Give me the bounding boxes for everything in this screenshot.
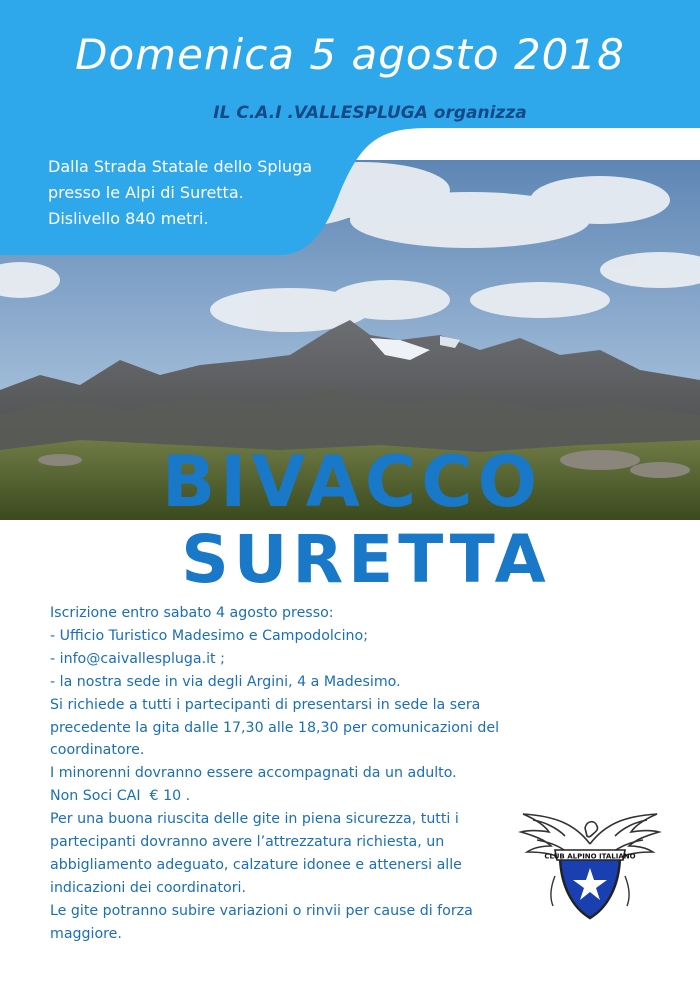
- info-line: Iscrizione entro sabato 4 agosto presso:: [50, 605, 334, 621]
- cai-logo: [515, 806, 665, 931]
- info-line: abbigliamento adeguato, calzature idonee e attenersi alle: [50, 856, 462, 873]
- info-line: maggiore.: [50, 925, 122, 942]
- info-line: Per una buona riuscita delle gite in piena sicurezza, tutti i: [50, 811, 459, 828]
- info-line: Le gite potranno subire variazioni o rinvii per cause di forza: [50, 902, 473, 919]
- event-date: Domenica 5 agosto 2018: [75, 30, 625, 79]
- info-line: - la nostra sede in via degli Argini, 4 a Madesimo.: [50, 673, 401, 690]
- info-line: partecipanti dovranno avere l’attrezzatura richiesta, un: [50, 834, 445, 851]
- info-line: coordinatore.: [50, 742, 145, 759]
- info-line: - info@caivallespluga.it ;: [50, 650, 225, 667]
- route-line: Dalla Strada Statale dello Spluga: [48, 157, 313, 176]
- route-line: Dislivello 840 metri.: [48, 209, 209, 228]
- organizer-line: IL C.A.I .VALLESPLUGA organizza: [213, 103, 527, 123]
- info-line: - Ufficio Turistico Madesimo e Campodolcino;: [50, 627, 369, 644]
- cai-logo-text: CLUB ALPINO ITALIANO: [544, 852, 636, 861]
- info-line: precedente la gita dalle 17,30 alle 18,30 per comunicazioni del: [50, 719, 500, 736]
- info-line: I minorenni dovranno essere accompagnati da un adulto.: [50, 765, 457, 782]
- info-line: Non Soci CAI € 10 .: [50, 788, 191, 805]
- title-bivacco: BIVACCO: [161, 441, 543, 523]
- info-text: [50, 602, 500, 946]
- title-suretta: SURETTA: [181, 521, 551, 598]
- route-info: [48, 154, 312, 232]
- route-line: presso le Alpi di Suretta.: [48, 183, 244, 202]
- info-line: Si richiede a tutti i partecipanti di presentarsi in sede la sera: [50, 696, 481, 713]
- info-line: indicazioni dei coordinatori.: [50, 879, 246, 896]
